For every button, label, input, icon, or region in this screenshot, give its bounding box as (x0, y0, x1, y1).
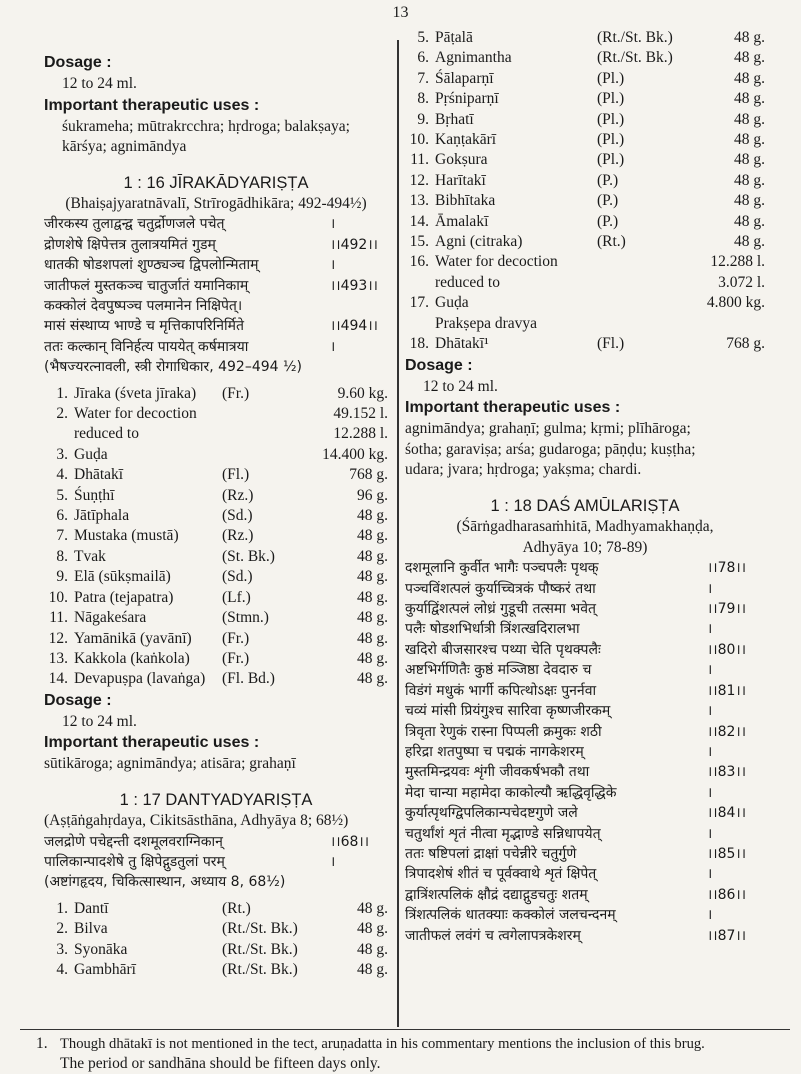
ingredient-part: (Rt./St. Bk.) (597, 49, 673, 67)
verse-number: । (330, 853, 336, 870)
ingredient-row (405, 232, 765, 252)
ingredient-row (44, 919, 388, 939)
verse-line (405, 619, 765, 639)
ingredient-number (405, 273, 435, 293)
verse-line (405, 783, 765, 803)
verse-line (405, 722, 765, 742)
ingredient-row (44, 547, 388, 567)
verse-line (405, 640, 765, 660)
ingredient-quantity: 48 g. (734, 212, 765, 230)
footnote-number: 1. (36, 1035, 48, 1052)
ingredient-quantity: 48 g. (357, 960, 388, 978)
ingredient-name: Dantī (74, 899, 109, 917)
footnote-text: Though dhātakī is not mentioned in the tect, aruṇadatta in his commentary mentions the inclusion of this brug. (60, 1036, 705, 1052)
ingredient-number: 1. (56, 899, 68, 917)
ingredient-name: Gambhārī (74, 960, 136, 978)
ingredient-quantity: 48 g. (357, 547, 388, 565)
verse-text: चव्यं मांसी प्रियंगुश्च सारिवा कृष्णजीरकम् (405, 703, 611, 720)
verse-line (405, 681, 765, 701)
ingredient-part (597, 252, 705, 272)
ingredient-quantity: 48 g. (734, 69, 765, 87)
verse-number: ।।84।। (707, 805, 747, 822)
ingredient-part: (Pl.) (597, 131, 625, 149)
verse-text: ततः षष्टिपलां द्राक्षां पचेन्नीरे चतुर्गुणे (405, 845, 577, 862)
ingredient-number: 3. (56, 445, 68, 463)
ingredient-number: 2. (56, 405, 68, 423)
ingredient-part: (Rt./St. Bk.) (222, 940, 298, 958)
ingredient-name: Dhātakī¹ (435, 335, 489, 353)
dosage-heading: Dosage : (44, 54, 112, 71)
verse-line (44, 316, 388, 336)
ingredient-part: (Rt.) (222, 899, 251, 917)
verse-text: (अष्टांगहृदय, चिकित्सास्थान, अध्याय 8, 68½) (44, 874, 286, 891)
page-number: 13 (392, 4, 409, 21)
verse-number: ।।78।। (707, 560, 747, 577)
verse-block (44, 832, 388, 893)
verse-line (405, 905, 765, 925)
ingredient-row (44, 384, 388, 404)
ingredient-part: (Fl. Bd.) (222, 670, 275, 688)
ingredient-row (405, 110, 765, 130)
ingredient-list (405, 28, 765, 314)
verse-number: । (330, 257, 336, 274)
ingredient-number: 10. (409, 131, 429, 149)
ingredient-name: Pāṭalā (435, 29, 473, 46)
ingredient-number: 13. (409, 192, 429, 210)
ingredient-part: (Stmn.) (222, 609, 269, 627)
ingredient-row (405, 130, 765, 150)
column-divider (397, 40, 399, 1027)
verse-line (44, 214, 388, 234)
section-title: 1 : 16 JĪRAKĀDYARIṢṬA (123, 173, 309, 192)
footnote-text: The period or sandhāna should be fifteen days only. (60, 1055, 381, 1072)
ingredient-row (405, 150, 765, 170)
ingredient-name: Patra (tejapatra) (74, 588, 174, 606)
verse-text: कुर्यात्पृथग्द्विपलिकान्पचेदष्टगुणे जले (405, 805, 578, 822)
ingredient-part (222, 404, 314, 424)
ingredient-number: 14. (409, 212, 429, 230)
ingredient-row (44, 649, 388, 669)
ingredient-number (44, 424, 74, 444)
ingredient-part: (Pl.) (597, 69, 625, 87)
verse-number: ।।85।। (707, 845, 747, 862)
ingredient-number: 8. (56, 547, 68, 565)
verse-number: । (330, 338, 336, 355)
verse-text: ततः कल्कान् विनिर्हत्य पाययेत् कर्षमात्रया (44, 338, 249, 355)
ingredient-row (44, 526, 388, 546)
verse-number (330, 296, 388, 316)
ingredient-part: (Rz.) (222, 486, 254, 504)
ingredient-part: (Sd.) (222, 507, 253, 525)
uses-text: udara; jvara; hṛdroga; yakṣma; chardi. (405, 461, 642, 479)
uses-heading: Important therapeutic uses : (44, 96, 260, 114)
verse-number: । (330, 216, 336, 233)
ingredient-row (44, 486, 388, 506)
ingredient-quantity: 48 g. (357, 527, 388, 545)
ingredient-row (405, 293, 765, 313)
ingredient-number: 4. (56, 466, 68, 484)
ingredient-quantity: 48 g. (734, 233, 765, 251)
ingredient-name: Water for decoction (435, 253, 558, 271)
ingredient-name: Jīraka (śveta jīraka) (74, 384, 197, 402)
ingredient-number: 8. (417, 90, 429, 108)
ingredient-quantity: 48 g. (357, 940, 388, 958)
verse-text: अष्टभिर्गणितैः कुष्ठं मञ्जिष्ठा देवदारु च (405, 662, 592, 679)
verse-number: ।।492।। (330, 236, 378, 253)
ingredient-number: 2. (56, 920, 68, 938)
verse-line (44, 832, 388, 852)
verse-block (44, 214, 388, 377)
ingredient-part: (Rt./St. Bk.) (597, 29, 673, 46)
ingredient-part: (Fr.) (222, 384, 250, 402)
ingredient-row (44, 608, 388, 628)
verse-number: । (707, 621, 713, 638)
ingredient-quantity: 48 g. (734, 131, 765, 149)
verse-block (405, 558, 765, 946)
ingredient-quantity: 48 g. (734, 151, 765, 169)
ingredient-quantity: 48 g. (734, 192, 765, 210)
ingredient-name: reduced to (74, 425, 139, 443)
verse-line (405, 660, 765, 680)
ingredient-name: Guḍa (435, 294, 469, 312)
ingredient-name: Harītakī (435, 171, 486, 189)
ingredient-part: (Fl.) (222, 466, 250, 484)
ingredient-number: 12. (48, 629, 68, 647)
ingredient-part: (Fr.) (222, 649, 250, 667)
ingredient-quantity: 48 g. (357, 629, 388, 647)
verse-text: चतुर्थांशं शृतं नीत्वा मृद्भाण्डे सन्निधापयेत् (405, 825, 601, 842)
ingredient-row (44, 629, 388, 649)
verse-line (44, 872, 388, 892)
verse-number: ।।494।। (330, 318, 378, 335)
ingredient-part: (St. Bk.) (222, 547, 275, 565)
verse-text: पञ्चविंशत्पलं कुर्याच्चित्रकं पौष्करं तथा (405, 580, 596, 597)
verse-number: ।।86।। (707, 886, 747, 903)
verse-text: मुस्तमिन्द्रयवः शृंगी जीवकर्षभकौ तथा (405, 764, 590, 781)
ingredient-name: Bṛhatī (435, 110, 474, 128)
verse-line (405, 701, 765, 721)
ingredient-name: Mustaka (mustā) (74, 527, 179, 545)
verse-text: द्रोणशेषे क्षिपेत्तत्र तुलात्रयमितं गुडम् (44, 236, 216, 253)
verse-text: हरिद्रा शतपुष्पा च पद्मकं नागकेशरम् (405, 743, 584, 760)
ingredient-part: (Pl.) (597, 90, 625, 108)
section-title: 1 : 17 DANTYADYARIṢṬA (119, 790, 313, 809)
verse-number: ।।87।। (707, 927, 747, 944)
verse-line (405, 885, 765, 905)
ingredient-row (405, 89, 765, 109)
uses-text: agnimāndya; grahaṇī; gulma; kṛmi; plīhāroga; (405, 420, 691, 438)
verse-number: ।।493।। (330, 277, 378, 294)
verse-text: कक्कोलं देवपुष्पञ्च पलमानेन निक्षिपेत्। (44, 298, 243, 314)
dosage-heading: Dosage : (44, 691, 112, 709)
verse-number: । (707, 703, 713, 720)
ingredient-quantity: 48 g. (357, 568, 388, 586)
section-source: (Bhaiṣajyaratnāvalī, Strīrogādhikāra; 492-494½) (65, 194, 367, 212)
ingredient-row (44, 506, 388, 526)
verse-number (330, 357, 388, 377)
ingredient-number: 3. (56, 940, 68, 958)
ingredient-quantity: 49.152 l. (333, 405, 388, 423)
ingredient-row (405, 273, 765, 293)
verse-number: । (707, 866, 713, 883)
ingredient-quantity: 48 g. (734, 90, 765, 108)
verse-number: । (707, 907, 713, 924)
ingredient-row (44, 940, 388, 960)
ingredient-name: Kakkola (kaṅkola) (74, 649, 190, 667)
ingredient-part: (Pl.) (597, 151, 625, 169)
ingredient-part: (Rt./St. Bk.) (222, 920, 298, 938)
ingredient-quantity: 96 g. (357, 486, 388, 504)
ingredient-part (222, 445, 314, 465)
verse-line (44, 357, 388, 377)
ingredient-quantity: 48 g. (734, 171, 765, 189)
ingredient-quantity: 3.072 l. (718, 273, 765, 291)
verse-number: ।।80।। (707, 641, 747, 658)
ingredient-row (44, 404, 388, 424)
verse-line (44, 255, 388, 275)
ingredient-quantity: 48 g. (357, 920, 388, 938)
verse-number (330, 872, 388, 892)
ingredient-number: 11. (410, 151, 429, 169)
ingredient-row (405, 171, 765, 191)
ingredient-number: 16. (409, 253, 429, 271)
praksepa-heading: Prakṣepa dravya (435, 314, 537, 332)
ingredient-row (405, 69, 765, 89)
ingredient-quantity: 768 g. (726, 335, 765, 353)
verse-text: विडंगं मधुकं भार्गी कपित्थोऽक्षः पुनर्नवा (405, 682, 597, 699)
ingredient-number: 10. (48, 588, 68, 606)
ingredient-quantity: 12.288 l. (710, 253, 765, 271)
verse-line (44, 337, 388, 357)
ingredient-quantity: 48 g. (734, 110, 765, 128)
ingredient-row (405, 334, 765, 354)
ingredient-part (222, 424, 314, 444)
ingredient-row (405, 252, 765, 272)
ingredient-name: Agnimantha (435, 49, 512, 67)
ingredient-part (597, 293, 705, 313)
ingredient-list (405, 334, 765, 354)
verse-text: धातकी षोडशपलां शुण्ठ्यञ्च द्विपलोन्मिताम् (44, 257, 259, 274)
ingredient-name: Guḍa (74, 445, 108, 463)
ingredient-number: 14. (48, 670, 68, 688)
ingredient-list (44, 899, 388, 981)
ingredient-part: (Rt.) (597, 233, 626, 251)
ingredient-name: Āmalakī (435, 212, 489, 230)
ingredient-row (44, 465, 388, 485)
verse-number: । (707, 662, 713, 679)
verse-number: ।।79।। (707, 601, 747, 618)
ingredient-name: Jātīphala (74, 507, 130, 525)
ingredient-number: 7. (56, 527, 68, 545)
ingredient-quantity: 48 g. (734, 49, 765, 67)
verse-line (405, 579, 765, 599)
ingredient-name: Śālaparṇī (435, 69, 494, 87)
ingredient-name: reduced to (435, 273, 500, 291)
verse-number: ।।68।। (330, 833, 370, 850)
ingredient-quantity: 9.60 kg. (337, 384, 388, 402)
ingredient-number: 17. (409, 294, 429, 312)
ingredient-name: Śuṇṭhī (74, 486, 115, 504)
verse-line (44, 852, 388, 872)
uses-text: sūtikāroga; agnimāndya; atisāra; grahaṇī (44, 755, 296, 773)
verse-text: जातीफलं मुस्तकञ्च चातुर्जातं यमानिकाम् (44, 277, 249, 294)
ingredient-quantity: 12.288 l. (333, 425, 388, 443)
right-column (405, 28, 765, 946)
ingredient-part (597, 273, 705, 293)
ingredient-name: Water for decoction (74, 405, 197, 423)
verse-text: त्रिपादशेषं शीतं च पूर्वक्वाथे शृतं क्षिपेत् (405, 866, 597, 883)
ingredient-quantity: 768 g. (349, 466, 388, 484)
ingredient-row (44, 669, 388, 689)
dosage-heading: Dosage : (405, 356, 473, 374)
section-source: Adhyāya 10; 78-89) (522, 538, 648, 556)
dosage-value: 12 to 24 ml. (423, 377, 498, 395)
ingredient-name: Yamānikā (yavānī) (74, 629, 192, 647)
ingredient-list (44, 384, 388, 690)
ingredient-number: 12. (409, 171, 429, 189)
ingredient-quantity: 48 g. (734, 29, 765, 46)
footnote-rule (20, 1029, 790, 1030)
verse-line (405, 926, 765, 946)
ingredient-row (44, 899, 388, 919)
verse-text: दशमूलानि कुर्वीत भागैः पञ्चपलैः पृथक् (405, 560, 599, 577)
ingredient-name: Dhātakī (74, 466, 124, 484)
ingredient-name: Gokṣura (435, 151, 488, 169)
ingredient-quantity: 4.800 kg. (706, 294, 765, 312)
ingredient-number: 9. (417, 110, 429, 128)
ingredient-row (44, 588, 388, 608)
ingredient-row (44, 445, 388, 465)
ingredient-number: 6. (56, 507, 68, 525)
verse-line (405, 742, 765, 762)
ingredient-part: (P.) (597, 171, 619, 189)
uses-text: śukrameha; mūtrakrcchra; hṛdroga; balakṣaya; (62, 117, 350, 135)
ingredient-row (405, 212, 765, 232)
uses-text: kārśya; agnimāndya (62, 138, 187, 156)
ingredient-part: (Rt./St. Bk.) (222, 960, 298, 978)
ingredient-name: Kaṇṭakārī (435, 131, 497, 149)
ingredient-name: Bibhītaka (435, 192, 496, 210)
footnote (36, 1034, 786, 1074)
ingredient-number: 11. (49, 609, 68, 627)
verse-line (405, 844, 765, 864)
verse-number: ।।82।। (707, 723, 747, 740)
ingredient-name: Elā (sūkṣmailā) (74, 568, 171, 586)
verse-line (405, 803, 765, 823)
left-column (44, 52, 388, 980)
section-source: (Śārṅgadharasaṁhitā, Madhyamakhaṇḍa, (456, 518, 714, 536)
ingredient-name: Syonāka (74, 940, 128, 958)
verse-text: जातीफलं लवंगं च त्वगेलापत्रकेशरम् (405, 927, 581, 944)
uses-text: śotha; garaviṣa; arśa; gudaroga; pāṇḍu; kuṣṭha; (405, 440, 696, 458)
ingredient-part: (Lf.) (222, 588, 251, 606)
verse-line (405, 864, 765, 884)
ingredient-quantity: 48 g. (357, 670, 388, 688)
uses-heading: Important therapeutic uses : (44, 734, 260, 752)
ingredient-quantity: 48 g. (357, 649, 388, 667)
uses-heading: Important therapeutic uses : (405, 399, 621, 417)
verse-line (405, 762, 765, 782)
verse-number: । (707, 784, 713, 801)
ingredient-part: (Fr.) (222, 629, 250, 647)
verse-text: पालिकान्पादशेषे तु क्षिपेद्गुडतुलां परम् (44, 853, 225, 870)
verse-text: पलैः षोडशभिर्धात्री त्रिंशत्खदिरालभा (405, 621, 580, 638)
ingredient-number: 6. (417, 49, 429, 67)
verse-number: । (707, 743, 713, 760)
ingredient-quantity: 48 g. (357, 588, 388, 606)
ingredient-row (405, 48, 765, 68)
ingredient-part: (Pl.) (597, 110, 625, 128)
ingredient-part: (Sd.) (222, 568, 253, 586)
ingredient-number: 9. (56, 568, 68, 586)
ingredient-name: Bilva (74, 920, 108, 938)
verse-text: त्रिवृता रेणुकं रास्ना पिप्पली क्रमुकः शठी (405, 723, 602, 740)
ingredient-name: Pṛśniparṇī (435, 90, 499, 108)
verse-line (405, 599, 765, 619)
verse-number: ।।81।। (707, 682, 747, 699)
ingredient-part: (P.) (597, 192, 619, 210)
ingredient-name: Agni (citraka) (435, 233, 523, 251)
ingredient-number: 15. (409, 233, 429, 251)
verse-line (44, 296, 388, 316)
ingredient-part: (Rz.) (222, 527, 254, 545)
ingredient-quantity: 14.400 kg. (322, 445, 388, 463)
ingredient-row (44, 424, 388, 444)
ingredient-quantity: 48 g. (357, 609, 388, 627)
verse-text: मेदा चान्या महामेदा काकोल्यौ ऋद्धिवृद्धिके (405, 784, 617, 801)
ingredient-row (44, 960, 388, 980)
verse-text: खदिरो बीजसारश्च पथ्या चेति पृथक्पलैः (405, 641, 601, 658)
ingredient-number: 13. (48, 649, 68, 667)
verse-text: त्रिंशत्पलिकं धातक्याः कक्कोलं जलचन्दनम् (405, 907, 616, 924)
ingredient-row (44, 567, 388, 587)
ingredient-name: Tvak (74, 547, 106, 565)
ingredient-name: Devapuṣpa (lavaṅga) (74, 670, 206, 688)
ingredient-part: (P.) (597, 212, 619, 230)
verse-line (44, 235, 388, 255)
ingredient-quantity: 48 g. (357, 899, 388, 917)
verse-text: जलद्रोणे पचेद्दन्ती दशमूलवराग्निकान् (44, 833, 223, 850)
ingredient-number: 18. (409, 335, 429, 353)
ingredient-number: 5. (56, 486, 68, 504)
verse-line (405, 558, 765, 578)
ingredient-number: 1. (56, 384, 68, 402)
ingredient-name: Nāgakeśara (74, 609, 147, 627)
ingredient-row (405, 28, 765, 48)
verse-number: । (707, 580, 713, 597)
dosage-value: 12 to 24 ml. (62, 712, 137, 730)
verse-line (44, 276, 388, 296)
section-title: 1 : 18 DAŚ AMŪLARIṢṬA (490, 497, 680, 516)
verse-number: । (707, 825, 713, 842)
verse-line (405, 824, 765, 844)
ingredient-number: 4. (56, 960, 68, 978)
verse-text: जीरकस्य तुलाद्वन्द्व चतुर्द्रोणजले पचेत् (44, 216, 225, 233)
ingredient-number: 5. (417, 29, 429, 46)
ingredient-quantity: 48 g. (357, 507, 388, 525)
section-source: (Aṣṭāṅgahṛdaya, Cikitsāsthāna, Adhyāya 8; 68½) (44, 811, 349, 829)
dosage-value: 12 to 24 ml. (62, 75, 137, 92)
ingredient-row (405, 191, 765, 211)
verse-text: कुर्याद्विंशत्पलं लोध्रं गुडूची तत्समा भवेत् (405, 601, 596, 618)
ingredient-part: (Fl.) (597, 335, 625, 353)
ingredient-number: 7. (417, 69, 429, 87)
verse-number: ।।83।। (707, 764, 747, 781)
verse-text: (भैषज्यरत्नावली, स्त्री रोगाधिकार, 492–494 ½) (44, 359, 303, 376)
verse-text: मासं संस्थाप्य भाण्डे च मृत्तिकापरिनिर्मिते (44, 318, 245, 335)
verse-text: द्वात्रिंशत्पलिकं क्षौद्रं दद्याद्गुडचतुः शतम् (405, 886, 588, 903)
